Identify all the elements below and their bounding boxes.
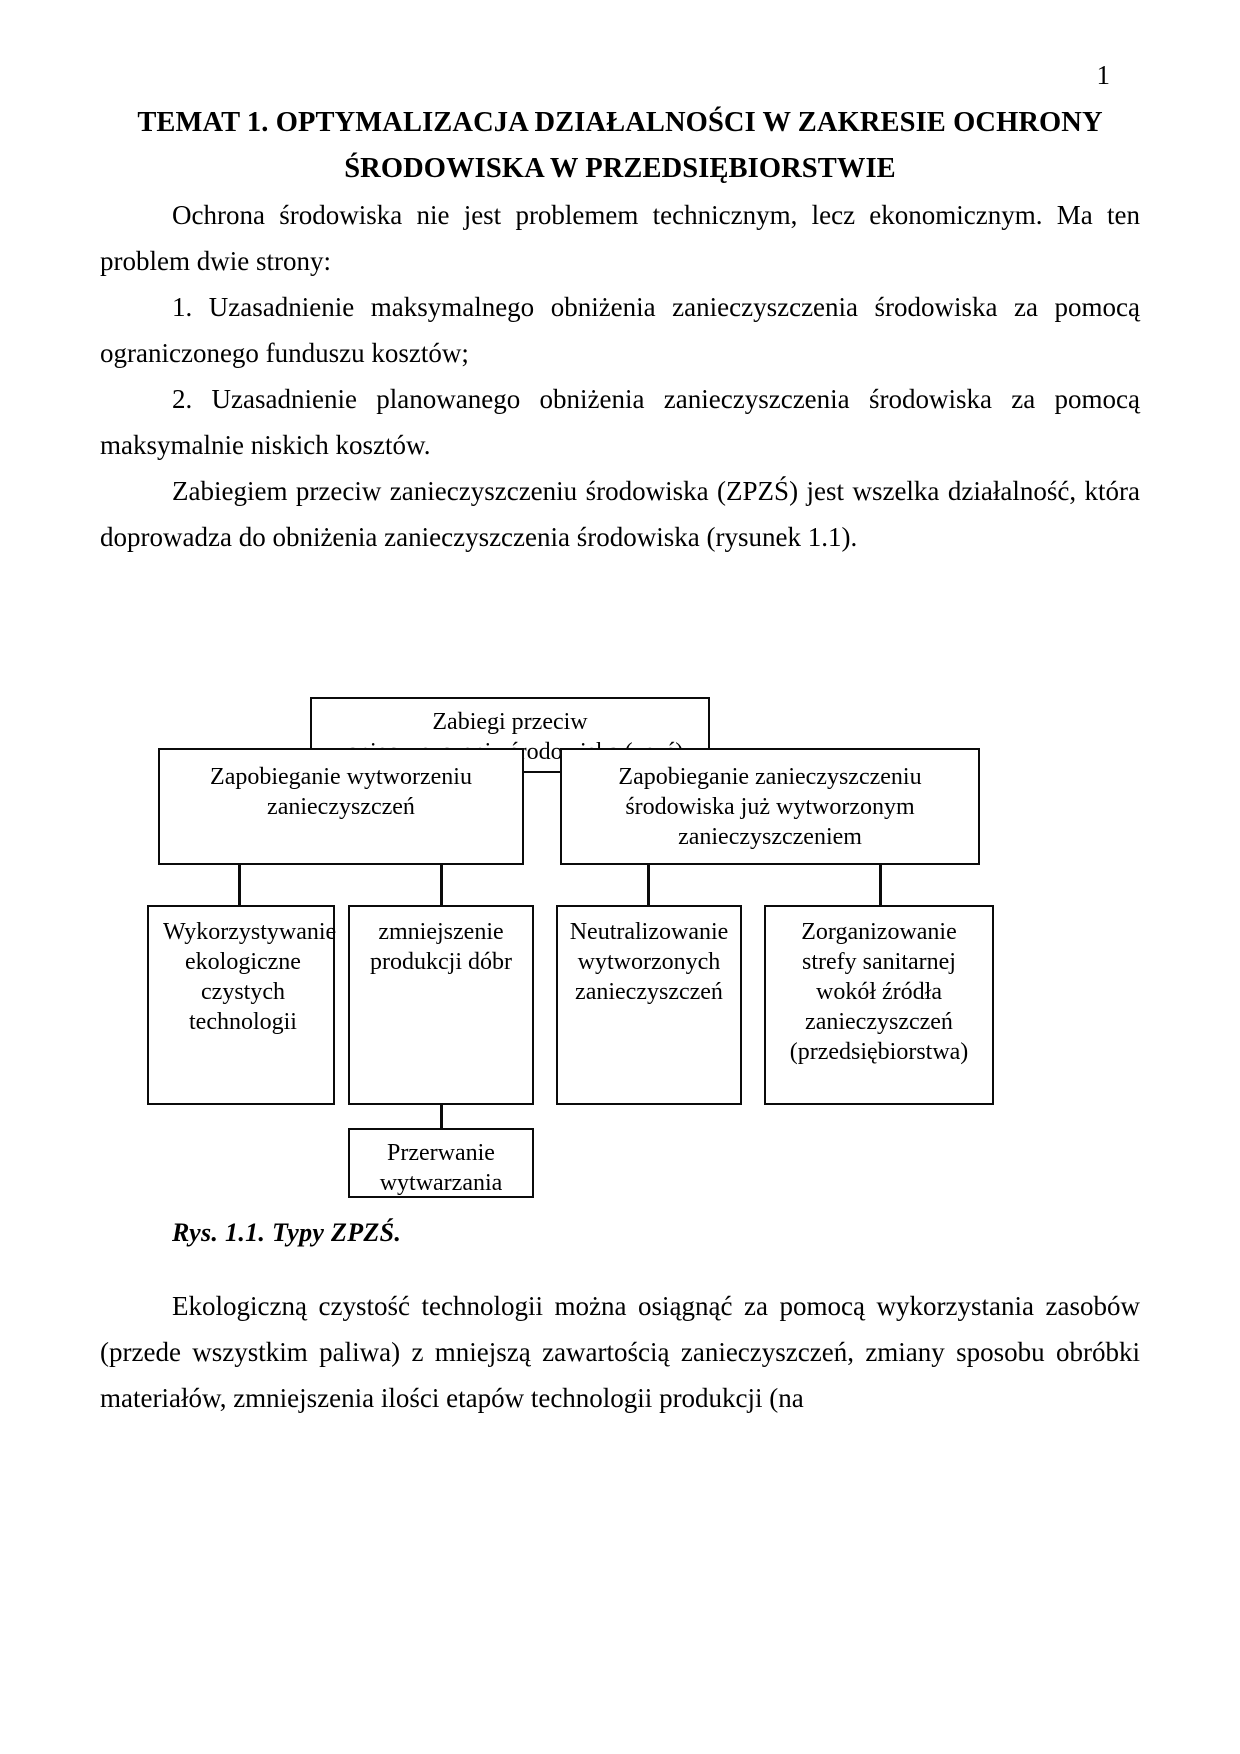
paragraph-intro: Ochrona środowiska nie jest problemem technicznym, lecz ekonomicznym. Ma ten problem dwie strony: [100, 200, 1140, 276]
diagram-node-reduce-goods-production-line-1: zmniejszenie [378, 919, 504, 945]
diagram-node-clean-technologies-line-3: czystych [201, 979, 285, 1005]
diagram-node-sanitary-zone-line-3: wokół źródła [816, 979, 942, 1005]
page-title-line-1: TEMAT 1. OPTYMALIZACJA DZIAŁALNOŚCI W ZAKRESIE OCHRONY [137, 107, 1103, 138]
diagram-node-reduce-goods-production-line-2: produkcji dóbr [370, 949, 512, 975]
intro-text-block [100, 192, 1140, 560]
connector-leaf2-to-stop-production [440, 1105, 443, 1128]
diagram-node-prevent-generation [158, 748, 524, 865]
diagram-node-root-line-1: Zabiegi przeciw [432, 709, 588, 735]
diagram-node-prevent-generation-line-2: zanieczyszczeń [267, 794, 415, 820]
diagram-node-sanitary-zone-line-2: strefy sanitarnej [802, 949, 956, 975]
diagram-node-neutralization-line-2: wytworzonych [577, 949, 721, 975]
connector-right-branch-leaf4 [879, 865, 882, 905]
paragraph-item-2: 2. Uzasadnienie planowanego obniżenia zanieczyszczenia środowiska za pomocą maksymalnie niskich kosztów. [100, 384, 1140, 460]
paragraph-definition: Zabiegiem przeciw zanieczyszczeniu środowiska (ZPZŚ) jest wszelka działalność, która doprowadza do obniżenia zanieczyszczenia środowiska (rysunek 1.1). [100, 476, 1140, 552]
diagram-node-stop-production-line-2: wytwarzania [379, 1170, 503, 1196]
diagram-node-neutralization-line-1: Neutralizowanie [569, 919, 729, 945]
diagram-node-stop-production [348, 1128, 534, 1198]
diagram-node-clean-technologies-line-2: ekologiczne [185, 949, 301, 975]
diagram-node-prevent-existing-pollution-line-3: zanieczyszczeniem [678, 824, 862, 850]
connector-left-branch-leaf2 [440, 865, 443, 905]
paragraph-item-1: 1. Uzasadnienie maksymalnego obniżenia zanieczyszczenia środowiska za pomocą ograniczonego funduszu kosztów; [100, 292, 1140, 368]
diagram-node-stop-production-line-1: Przerwanie [387, 1140, 495, 1166]
diagram-node-neutralization-line-3: zanieczyszczeń [575, 979, 723, 1005]
diagram-node-clean-technologies [147, 905, 335, 1105]
diagram-node-prevent-generation-line-1: Zapobieganie wytworzeniu [210, 764, 472, 790]
diagram-node-clean-technologies-line-1: Wykorzystywanie [163, 919, 337, 945]
diagram-node-sanitary-zone-line-1: Zorganizowanie [801, 919, 957, 945]
diagram-node-clean-technologies-line-4: technologii [189, 1009, 297, 1035]
connector-right-branch-leaf3 [647, 865, 650, 905]
diagram-node-sanitary-zone-line-4: zanieczyszczeń [805, 1009, 953, 1035]
diagram-node-neutralization [556, 905, 742, 1105]
tail-text-block [100, 1283, 1140, 1421]
diagram-node-sanitary-zone-line-5: (przedsiębiorstwa) [789, 1039, 969, 1065]
diagram-node-sanitary-zone [764, 905, 994, 1105]
paragraph-tail-1: Ekologiczną czystość technologii można osiągnąć za pomocą wykorzystania zasobów (przede wszystkim paliwa) z mniejszą zawartością zanieczyszczeń, zmiany sposobu obróbki materiałów, zmniejszenia ilości etapów technologii produkcji (na [100, 1291, 1140, 1413]
diagram-node-reduce-goods-production [348, 905, 534, 1105]
page-number: 1 [1096, 60, 1110, 90]
page-title-line-2: ŚRODOWISKA W PRZEDSIĘBIORSTWIE [344, 153, 896, 184]
figure-caption: Rys. 1.1. Typy ZPZŚ. [172, 1218, 402, 1247]
diagram-node-prevent-existing-pollution-line-1: Zapobieganie zanieczyszczeniu [618, 764, 922, 790]
diagram-node-prevent-existing-pollution [560, 748, 980, 865]
connector-left-branch-leaf1 [238, 865, 241, 905]
page-title [100, 100, 1140, 192]
diagram-node-prevent-existing-pollution-line-2: środowiska już wytworzonym [625, 794, 915, 820]
